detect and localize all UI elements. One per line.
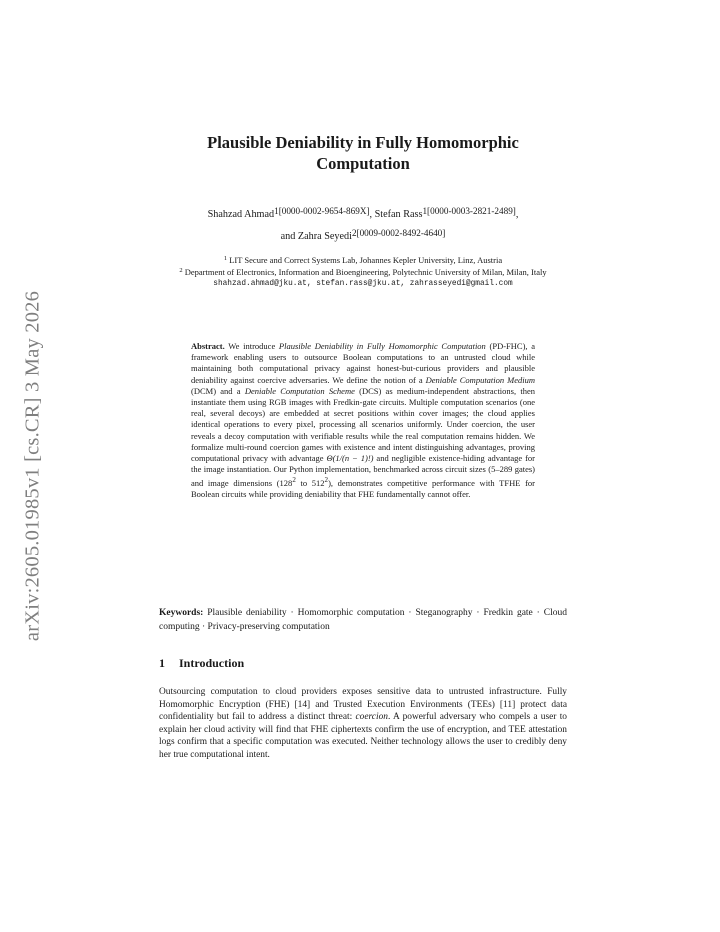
abstract-text: (DCS) as medium-independent abstractions, then instantiate them using RGB images with Fredkin-gate circuits. Multiple computation scenarios (one real, several decoys) are embedded at secret positions within cover images; the cloud applies identical operations to every pixel, processing all scenarios uniformly. Under coercion, the user reveals a decoy computation with verifiable results while the real computation remains hidden. We formalize multi-round coercion games with existence and intent distinguishing advantages, proving computational privacy with advantage: [191, 385, 535, 464]
section-title: Introduction: [179, 656, 245, 670]
intro-emphasis: coercion: [355, 712, 388, 723]
author-orcid: 2[0009-0002-8492-4640]: [351, 228, 446, 238]
abstract-emphasis: Deniable Computation Medium: [425, 374, 535, 385]
affiliation-text: Department of Electronics, Information and Bioengineering, Polytechnic University of Milan, Milan, Italy: [184, 267, 547, 278]
section-heading: [159, 655, 567, 671]
affiliation: [159, 266, 567, 278]
affiliation: [159, 254, 567, 266]
affiliation-marker: 1: [223, 255, 228, 262]
author-orcid: 1[0000-0002-9654-869X]: [274, 206, 370, 216]
author-name: Stefan Rass: [374, 209, 423, 220]
intro-text: . A powerful adversary who compels a user to explain her cloud activity will find that FHE ciphertexts confirm the use of encryption, and TEE attestation logs confirm that a specific computation was executed. Neither technology allows the user to credibly deny her true computational intent.: [159, 712, 567, 760]
arxiv-identifier: arXiv:2605.01985v1 [cs.CR] 3 May 2026: [21, 290, 44, 642]
author-line-2: [159, 226, 567, 248]
intro-text: Outsourcing computation to cloud providers exposes sensitive data to untrusted infrastructure. Fully Homomorphic Encryption (FHE) [14] and Trusted Execution Environments (TEEs) [11] protect data confidentiality but fail to address a distinct threat:: [159, 687, 567, 723]
keywords-text: Plausible deniability · Homomorphic computation · Steganography · Fredkin gate · Cloud computing · Privacy-preserving computation: [159, 608, 567, 632]
abstract-text: and negligible existence-hiding advantage for the image instantiation. Our Python implementation, benchmarked across circuit sizes (5–289 gates) and image dimensions (128: [191, 453, 535, 489]
author-name: and Zahra Seyedi: [280, 231, 352, 242]
affiliation-text: LIT Secure and Correct Systems Lab, Johannes Kepler University, Linz, Austria: [229, 255, 503, 265]
keywords: [159, 606, 567, 634]
paper-title: Plausible Deniability in Fully Homomorphic Computation: [207, 133, 519, 173]
abstract-emphasis: Deniable Computation Scheme: [244, 385, 355, 396]
author-list: [159, 204, 567, 248]
abstract-text: to 512: [295, 478, 325, 489]
abstract: [191, 341, 535, 501]
affiliation-marker: 2: [179, 267, 183, 275]
abstract-superscript: 2: [324, 476, 329, 485]
abstract-emphasis: Plausible Deniability in Fully Homomorphic Computation: [278, 341, 486, 351]
keywords-label: Keywords:: [159, 608, 204, 618]
section-number: 1: [159, 656, 165, 670]
affiliations: [159, 254, 567, 291]
introduction-paragraph: [159, 686, 567, 762]
abstract-label: Abstract.: [191, 341, 225, 351]
abstract-text: (PD-FHC), a framework enabling users to outsource Boolean computations to an untrusted cloud while maintaining both computational privacy against honest-but-curious providers and plausible deniability against coercive adversaries. We define the notion of a: [191, 341, 535, 385]
abstract-text: ), demonstrates competitive performance with TFHE for Boolean circuits while providing deniability that FHE fundamentally cannot offer.: [191, 478, 535, 500]
abstract-text: We introduce: [224, 341, 279, 351]
author-separator: ,: [369, 209, 375, 220]
author-orcid: 1[0000-0003-2821-2489]: [422, 206, 516, 216]
author-emails: shahzad.ahmad@jku.at, stefan.rass@jku.at, zahrasseyedi@gmail.com: [213, 280, 513, 289]
abstract-text: (DCM) and a: [191, 385, 245, 396]
abstract-math: Θ(1/(n − 1)!): [326, 453, 374, 464]
author-name: Shahzad Ahmad: [207, 209, 275, 220]
author-separator: ,: [515, 209, 519, 220]
abstract-superscript: 2: [292, 476, 296, 485]
author-line-1: [159, 204, 567, 226]
